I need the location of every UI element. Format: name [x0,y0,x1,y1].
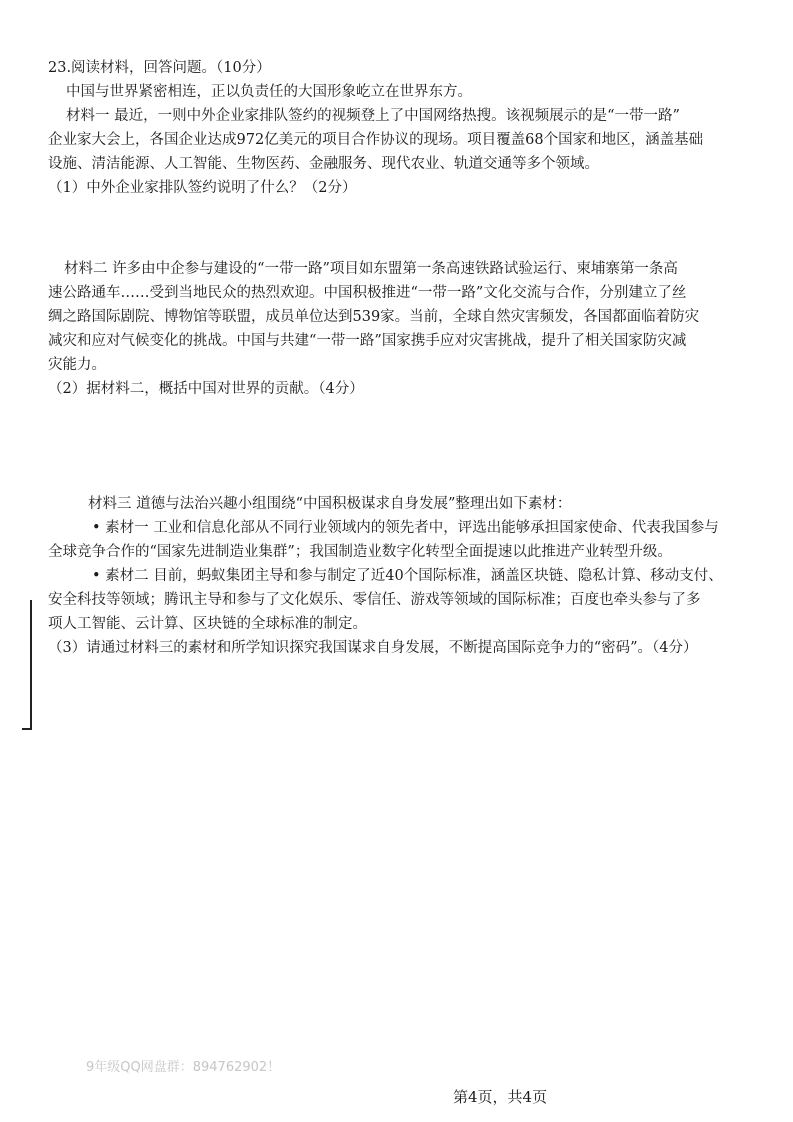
material3-line: • 素材二 目前，蚂蚁集团主导和参与制定了近40个国际标准，涵盖区块链、隐私计算、移动支付、 [92,568,723,584]
material1-line: 设施、清洁能源、人工智能、生物医药、金融服务、现代农业、轨道交通等多个领域。 [48,156,599,172]
material1-line: 企业家大会上，各国企业达成972亿美元的项目合作协议的现场。项目覆盖68个国家和地区，涵盖基础 [48,132,704,148]
question-title: 23.阅读材料，回答问题。（10分） [48,60,271,76]
page-footer: 第4页，共4页 [453,1088,548,1106]
sub-question-2: （2）据材料二，概括中国对世界的贡献。（4分） [48,381,364,397]
material2-line: 材料二 许多由中企参与建设的“一带一路”项目如东盟第一条高速铁路试验运行、柬埔寨第一条高 [64,261,678,277]
material3-line: 材料三 道德与法治兴趣小组围绕“中国积极谋求自身发展”整理出如下素材： [88,496,572,512]
sub-question-3: （3）请通过材料三的素材和所学知识探究我国谋求自身发展，不断提高国际竞争力的“密码”。（4分） [48,640,698,656]
material3-line: 全球竞争合作的“国家先进制造业集群”；我国制造业数字化转型全面提速以此推进产业转型升级。 [48,544,672,560]
material2-line: 灾能力。 [48,357,106,373]
binding-margin-line [30,600,32,730]
material3-line: • 素材一 工业和信息化部从不同行业领域内的领先者中，评选出能够承担国家使命、代表我国参与 [92,520,719,536]
material3-line: 项人工智能、云计算、区块链的全球标准的制定。 [48,616,367,632]
sub-question-1: （1）中外企业家排队签约说明了什么？（2分） [48,180,357,196]
material2-line: 绸之路国际剧院、博物馆等联盟，成员单位达到539家。当前，全球自然灾害频发，各国都面临着防灾 [48,309,700,325]
material3-line: 安全科技等领域；腾讯主导和参与了文化娱乐、零信任、游戏等领域的国际标准；百度也牵头参与了多 [48,592,701,608]
question-intro: 中国与世界紧密相连，正以负责任的大国形象屹立在世界东方。 [66,84,472,100]
binding-margin-tick [22,728,31,730]
material2-line: 减灾和应对气候变化的挑战。中国与共建“一带一路”国家携手应对灾害挑战，提升了相关国家防灾减 [48,333,687,349]
material1-line: 材料一 最近，一则中外企业家排队签约的视频登上了中国网络热搜。该视频展示的是“一带一路” [66,108,680,124]
material2-line: 速公路通车……受到当地民众的热烈欢迎。中国积极推进“一带一路”文化交流与合作，分别建立了丝 [48,285,687,301]
watermark: 9年级QQ网盘群：894762902！ [86,1060,281,1075]
